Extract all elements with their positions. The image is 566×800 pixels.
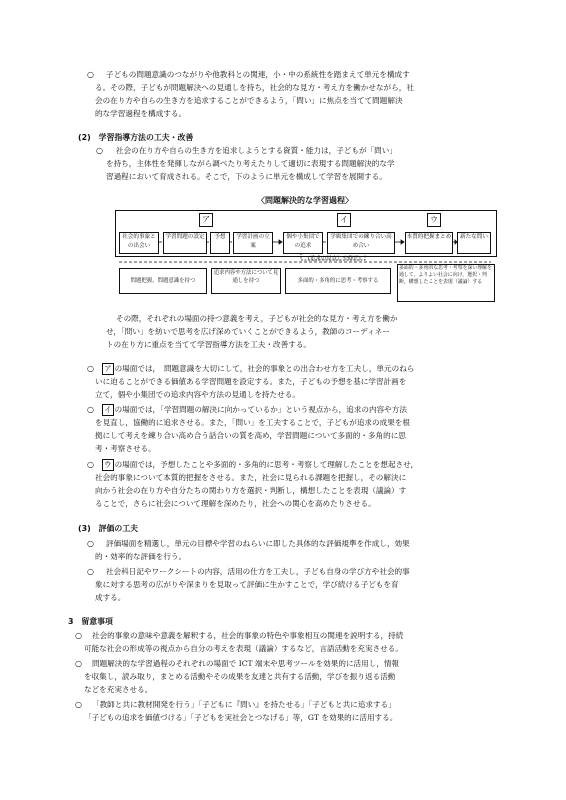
bullet-mark: ○ [87,405,94,414]
process-step: 学級集団での練り合い高め合い [327,232,395,254]
diagram-title: 〈問題解決的な学習過程〉 [257,196,353,205]
process-step: 新たな問い [457,232,491,254]
section-heading: (3) 評価の工夫 [78,524,139,533]
section3-line: 評価場面を精選し，単元の目標や学習のねらいに即した具体的な評価規準を作成し，効果 [106,539,410,548]
ryui-line: を収集し，読み取り，まとめる活動やその成果を友達と共有する活動，学びを振り返る活動 [84,672,396,681]
phase-bullet-line: 向かう社会の在り方や自分たちの関わり方を選択・判断し，構想したことを表現（議論）す [95,486,407,495]
section-heading: (2) 学習指導方法の工夫・改善 [78,133,194,142]
ryui-line: 可能な社会の形成等の視点から自分の考えを表現（議論）するなど，言語活動を充実させる。 [84,644,403,653]
loop-label: (追求の見直しや修正) [308,256,361,262]
para1-line: 子どもの問題意識のつながりや他教科との関連，小・中の系統性を踏まえて単元を構成す [106,70,410,79]
phase-bullet-line: ア の場面では， 問題意識を大切にして，社会的事象との出合わせ方を工夫し，単元のねら [104,364,415,373]
section2-line: 社会の在り方や自らの生き方を追求しようとする資質・能力は，子どもが「問い」 [116,146,397,155]
process-step: 学習計画の立案 [233,232,273,254]
bullet-mark: ○ [87,567,94,576]
phase-detail: 多面的・多角的な思考・考察を深い理解を通して，よりよい社会に向け，選択・判断，構想したことを表現（議論）する [397,264,495,302]
phase-bullet-line: 考・考察させる。 [95,444,156,453]
phase-bullet-line: イ の場面では，「学習問題の解決に向かっているか」という視点から，追求の内容や方法 [104,405,407,414]
process-step: 個や小集団での追求 [283,232,323,254]
para1-line: る。その際，子どもが問題解決への見通しを持ち，社会的な見方・考え方を働かせながら，社 [95,83,414,92]
learning-process-diagram [115,196,495,302]
process-step: 本質的把握まとめ [405,232,453,254]
bullet-mark: ○ [75,631,82,640]
phase-bullet-line: いに迫ることができる価値ある学習問題を設定する。また，子どもの予想を基に学習計画を [95,377,407,386]
phase-bullet-line: ることで，さらに社会について理解を深めたり，社会への関心を高めたりさせる。 [95,499,376,508]
process-step: 予想 [210,232,230,254]
ryui-line: 「教師と共に教材開発を行う」「子どもに『問い』を持たせる」「子どもと共に追求する」 [92,700,396,709]
section3-line: 社会科日記やワークシートの内容，活用の仕方を工夫し，子ども自身の学び方や社会的事 [106,567,410,576]
phase-bullet-line: を見直し，協働的に追求させる。また，「問い」を工夫することで，子どもが追求の成果を根 [95,418,410,427]
bullet-mark: ○ [96,146,103,155]
section2-line: 習過程において育成される。そこで，下のように単元を構成して学習を展開する。 [106,172,387,181]
bullet-mark: ○ [87,364,94,373]
process-step: 社会的事象との出会い [119,232,159,254]
phase-bullet-line: 立て，個や小集団での追求内容や方法の見通しを持たせる。 [95,390,300,399]
phase-letter-box: ウ [104,460,112,469]
bullet-mark: ○ [87,70,94,79]
phase-letter-box: イ [104,405,112,414]
para1-line: 会の在り方や自らの生き方を追求することができるよう，「問い」に焦点を当てて問題解決 [95,96,403,105]
ryui-line: などを充実させる。 [84,685,153,694]
ryui-line: 「子どもの追求を価値づける」「子どもを実社会とつなげる」等，GT を効果的に活用する。 [84,713,398,722]
body-line: トの在り方に重点を当てて学習指導方法を工夫・改善する。 [106,340,312,349]
section3-line: 的・効率的な評価を行う。 [95,552,187,561]
ryui-line: 問題解決的な学習過程のそれぞれの場面で ICT 端末や思考ツールを効果的に活用し，情報 [92,659,400,668]
phase-detail: 問題把握，問題意識を持つ [119,268,207,294]
phase-bullet-line: 社会的事象について本質的把握をさせる。また，社会に見られる課題を把握し，その解決に [95,473,407,482]
section3-line: 象に対する思考の広がりや深まりを見取って評価に生かすことで，学び続ける子どもを育 [95,580,399,589]
phase-detail: 多面的・多角的に思考・考察する [285,268,391,294]
body-line: その際，それぞれの場面の持つ意義を考え，子どもが社会的な見方・考え方を働か [116,314,398,323]
phase-label: イ [337,213,351,227]
process-step: 学習問題の設定 [163,232,207,254]
phase-bullet-line: 拠にして考えを練り合い高め合う話合いの質を高め，学習問題について多面的・多角的に思 [95,431,406,440]
section3-line: 成する。 [95,593,126,602]
phase-bullet-line: ウ の場面では，予想したことや多面的・多角的に思考・考察して理解したことを想起させ， [104,460,419,469]
para1-line: 的な学習過程を構成する。 [95,109,187,118]
section-heading: 3 留意事項 [68,617,113,626]
bullet-mark: ○ [75,700,82,709]
phase-letter-box: ア [104,364,112,373]
ryui-line: 社会的事象の意味や意義を解釈する，社会的事象の特色や事象相互の関連を説明する，持続 [92,631,404,640]
phase-label: ウ [427,213,441,227]
phase-detail: 追求内容や方法について見通しを持つ [211,268,281,294]
body-line: せ，「問い」を紡いで思考を広げ深めていくことができるよう，教師のコーディネー [106,327,390,336]
bullet-mark: ○ [87,539,94,548]
bullet-mark: ○ [87,460,94,469]
section2-line: を持ち，主体性を発揮しながら調べたり考えたりして適切に表現する問題解決的な学 [106,159,395,168]
phase-label: ア [199,213,213,227]
bullet-mark: ○ [75,659,82,668]
